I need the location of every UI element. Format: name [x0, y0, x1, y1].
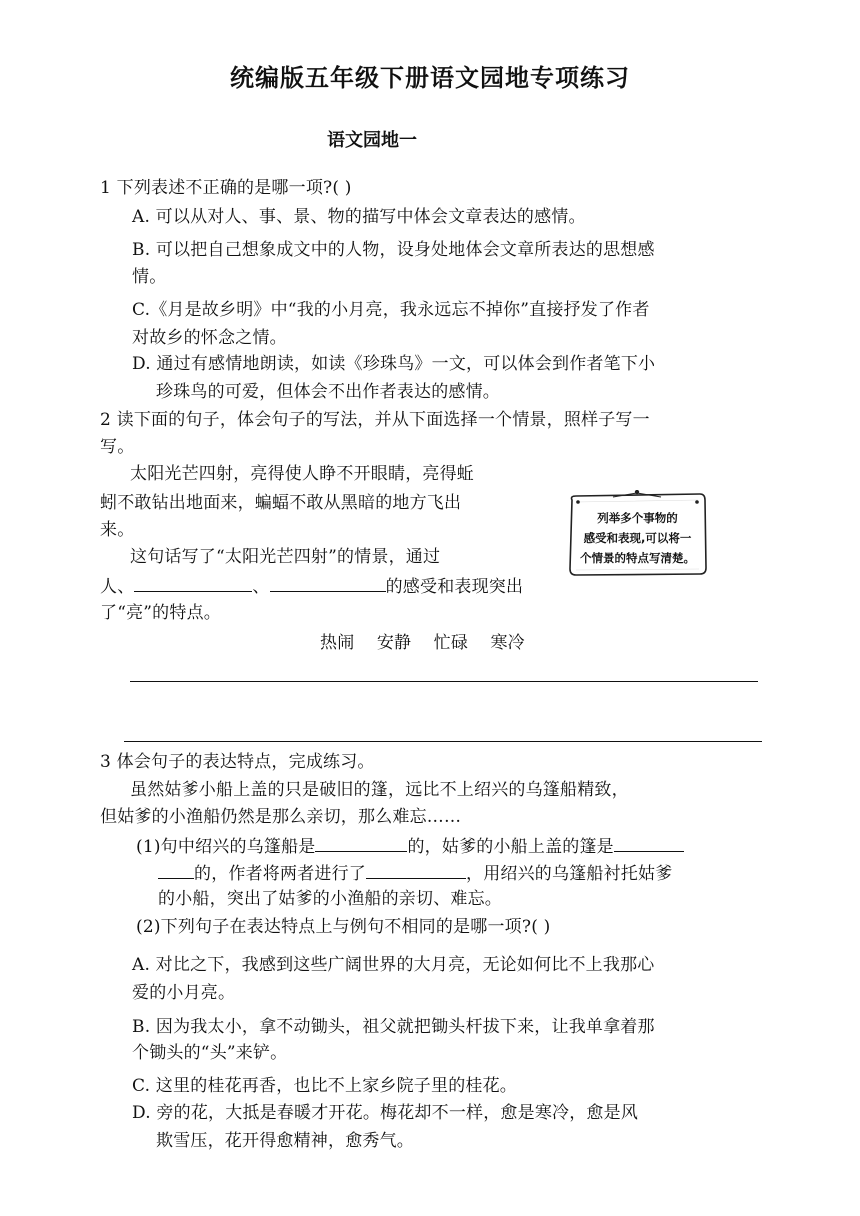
q3-part1-line3: 的小船，突出了姑爹的小渔船的亲切、难忘。 [158, 889, 502, 909]
q3-blank-2a[interactable] [614, 833, 684, 852]
q3-part1-text-a: (1)句中绍兴的乌篷船是 [136, 837, 316, 857]
q2-analysis-prefix: 人、 [100, 577, 135, 597]
q2-analysis-sep: 、 [252, 577, 270, 597]
q3-part1-text-d: ，用绍兴的乌篷船衬托姑爹 [466, 864, 673, 884]
q3-example-line2: 但姑爹的小渔船仍然是那么亲切，那么难忘…… [100, 807, 462, 827]
q3-part1-line2 [158, 860, 672, 886]
q3-option-d-line1: D. 旁的花，大抵是春暖才开花。梅花却不一样，愈是寒冷，愈是风 [132, 1103, 639, 1123]
q3-example-line1: 虽然姑爹小船上盖的只是破旧的篷，远比不上绍兴的乌篷船精致， [130, 780, 629, 800]
page-title: 统编版五年级下册语文园地专项练习 [230, 64, 630, 92]
q3-blank-2b[interactable] [158, 860, 194, 879]
q1-option-d-line1: D. 通过有感情地朗读，如读《珍珠鸟》一文，可以体会到作者笔下小 [132, 354, 656, 374]
q1-option-b-line2: 情。 [132, 267, 167, 287]
q3-option-b-line1: B. 因为我太小，拿不动锄头，祖父就把锄头杆拔下来，让我单拿着那 [132, 1017, 655, 1037]
q2-example-line2: 蚓不敢钻出地面来，蝙蝠不敢从黑暗的地方飞出 [100, 493, 462, 513]
q1-stem: 1 下列表述不正确的是哪一项?( ) [100, 178, 352, 198]
q1-option-c-line1: C.《月是故乡明》中“我的小月亮，我永远忘不掉你”直接抒发了作者 [132, 300, 650, 320]
section-title: 语文园地一 [327, 130, 417, 151]
q2-blank-2[interactable] [270, 573, 386, 592]
q1-option-b-line1: B. 可以把自己想象成文中的人物，设身处地体会文章所表达的思想感 [132, 240, 655, 260]
q2-example-line3: 来。 [100, 520, 135, 540]
tip-note-card [566, 490, 709, 578]
answer-line-1[interactable] [130, 681, 758, 682]
q1-option-a: A. 可以从对人、事、景、物的描写中体会文章表达的感情。 [132, 207, 586, 227]
q3-option-a-line2: 爱的小月亮。 [132, 983, 236, 1003]
q3-option-b-line2: 个锄头的“头”来铲。 [132, 1043, 288, 1063]
q3-stem: 3 体会句子的表达特点，完成练习。 [100, 752, 375, 772]
q3-part1-line1 [136, 833, 684, 859]
q3-option-c: C. 这里的桂花再香，也比不上家乡院子里的桂花。 [132, 1076, 518, 1096]
q3-blank-3[interactable] [366, 860, 466, 879]
tip-note-text: 列举多个事物的 感受和表现,可以将一 个情景的特点写清楚。 [580, 511, 695, 565]
q2-analysis-suffix: 的感受和表现突出 [385, 577, 524, 597]
q1-option-d-line2: 珍珠鸟的可爱，但体会不出作者表达的感情。 [156, 382, 500, 402]
q1-option-c-line2: 对故乡的怀念之情。 [132, 328, 287, 348]
q2-blank-1[interactable] [134, 573, 252, 592]
q2-analysis-line3: 了“亮”的特点。 [100, 603, 221, 623]
q2-scene-options: 热闹 安静 忙碌 寒冷 [320, 633, 525, 653]
q3-option-a-line1: A. 对比之下，我感到这些广阔世界的大月亮，无论如何比不上我那心 [132, 955, 655, 975]
q2-analysis-line1: 这句话写了“太阳光芒四射”的情景，通过 [130, 547, 441, 567]
q3-part1-text-b: 的，姑爹的小船上盖的篷是 [407, 837, 614, 857]
q2-stem-line2: 写。 [100, 437, 135, 457]
q3-option-d-line2: 欺雪压，花开得愈精神，愈秀气。 [156, 1131, 414, 1151]
q2-analysis-line2 [100, 573, 523, 599]
q2-example-line1: 太阳光芒四射，亮得使人睁不开眼睛，亮得蚯 [130, 464, 474, 484]
q3-blank-1[interactable] [315, 833, 407, 852]
answer-line-2[interactable] [124, 741, 762, 742]
q2-stem-line1: 2 读下面的句子，体会句子的写法，并从下面选择一个情景，照样子写一 [100, 410, 650, 430]
q3-part2-stem: (2)下列句子在表达特点上与例句不相同的是哪一项?( ) [136, 917, 551, 937]
q3-part1-text-c: 的，作者将两者进行了 [194, 864, 366, 884]
